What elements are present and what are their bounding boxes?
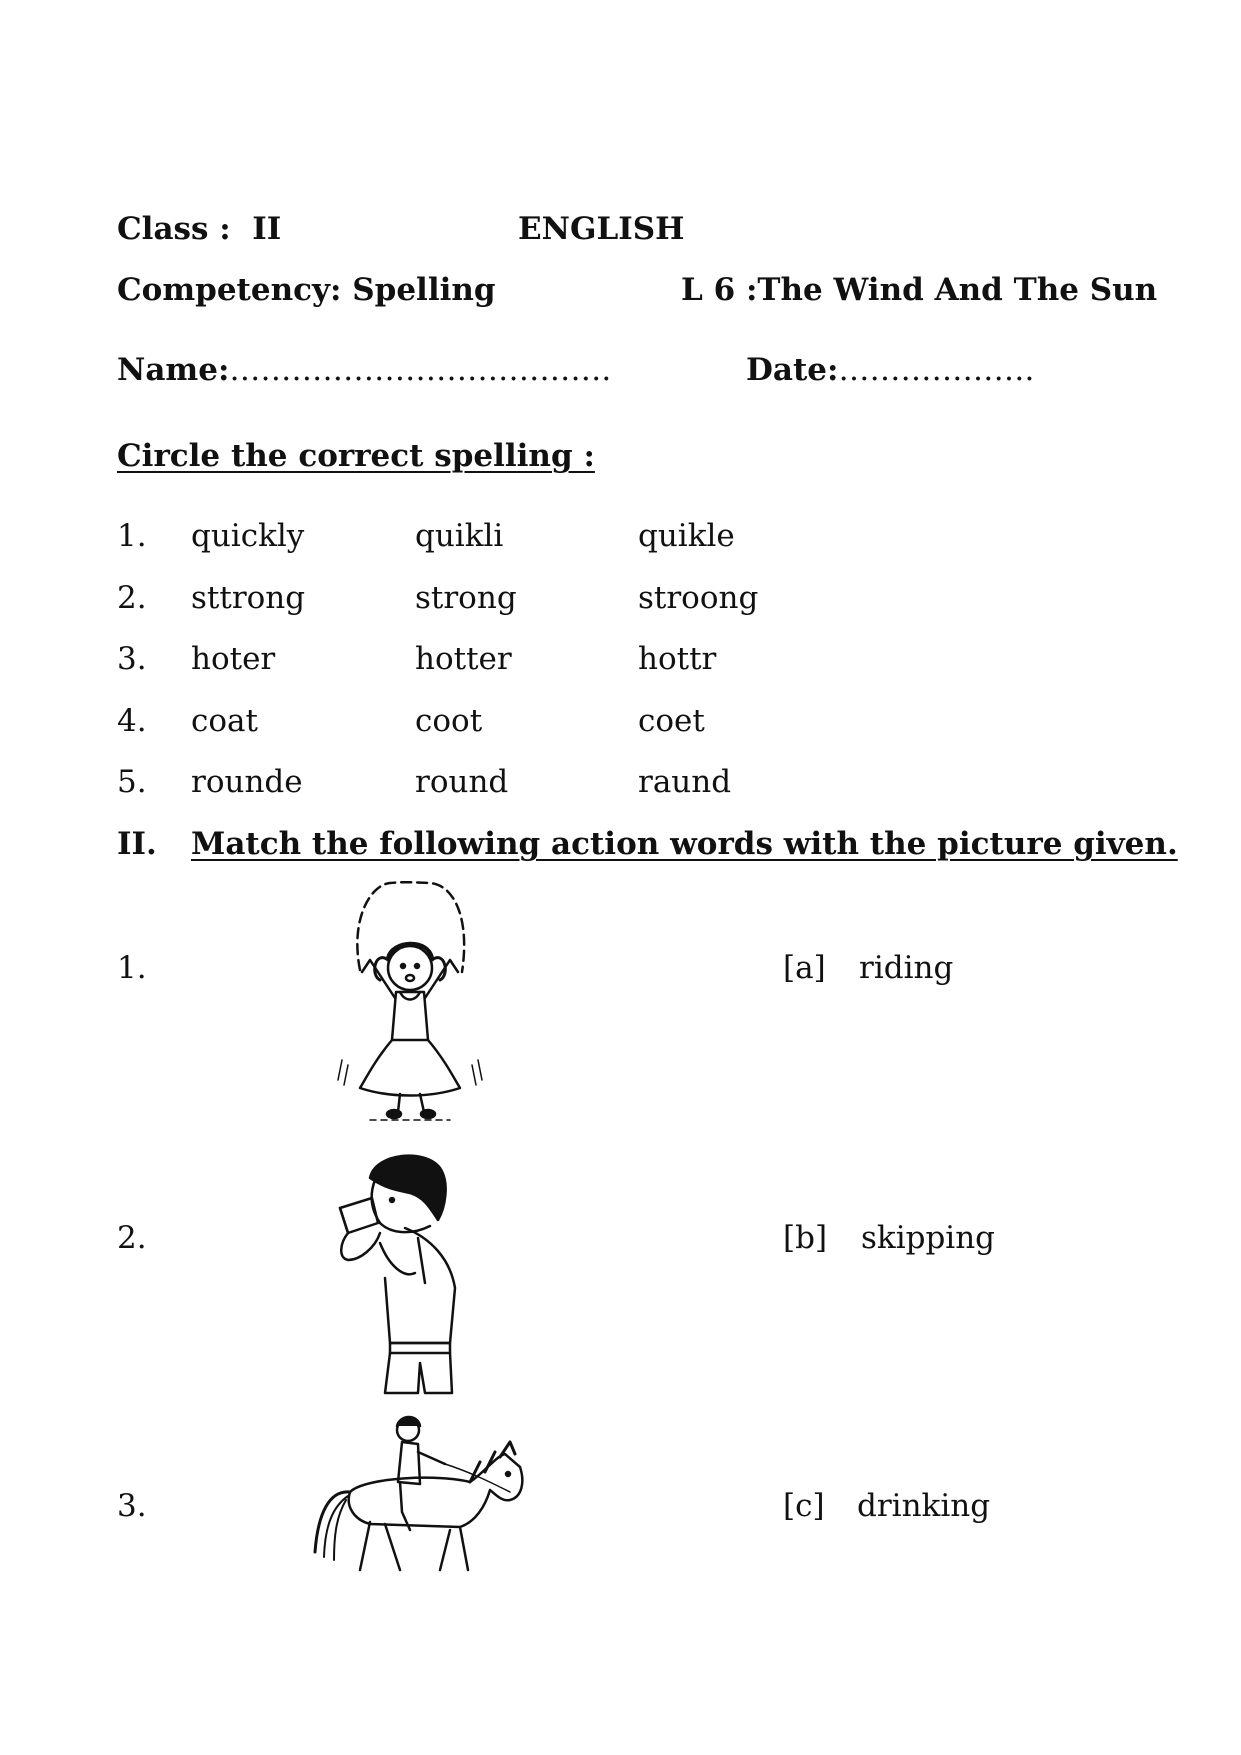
row-number: 5. <box>117 764 147 800</box>
spelling-option[interactable]: quikle <box>638 518 735 554</box>
section1-title: Circle the correct spelling : <box>117 438 595 474</box>
class-value: II <box>252 211 282 247</box>
spelling-option[interactable]: coot <box>415 703 483 739</box>
name-field[interactable] <box>117 352 611 388</box>
class-label: Class : II <box>117 211 282 247</box>
name-label: Name: <box>117 352 230 388</box>
match-number: 2. <box>117 1220 147 1256</box>
match-label: [c] <box>783 1488 825 1524</box>
match-number: 1. <box>117 950 147 986</box>
match-label: [a] <box>783 950 826 986</box>
match-word[interactable]: drinking <box>857 1488 991 1524</box>
boy-riding-horse-picture <box>310 1412 535 1577</box>
section2-title: Match the following action words with the picture given. <box>191 826 1178 862</box>
row-number: 2. <box>117 580 147 616</box>
spelling-option[interactable]: quickly <box>191 518 305 554</box>
match-word[interactable]: skipping <box>861 1220 996 1256</box>
row-number: 1. <box>117 518 147 554</box>
spelling-option[interactable]: hoter <box>191 641 276 677</box>
spelling-option[interactable]: coet <box>638 703 705 739</box>
date-label: Date: <box>746 352 839 388</box>
boy-drinking-picture <box>330 1148 470 1398</box>
name-dots: ………………………………. <box>229 352 612 388</box>
row-number: 3. <box>117 641 147 677</box>
spelling-option[interactable]: stroong <box>638 580 759 616</box>
match-word[interactable]: riding <box>859 950 954 986</box>
subject-title: ENGLISH <box>518 211 685 247</box>
match-label: [b] <box>783 1220 828 1256</box>
section2-numeral: II. <box>117 826 157 862</box>
spelling-option[interactable]: hotter <box>415 641 512 677</box>
row-number: 4. <box>117 703 147 739</box>
spelling-option[interactable]: quikli <box>415 518 504 554</box>
girl-skipping-rope-picture <box>330 880 490 1125</box>
lesson-title: L 6 :The Wind And The Sun <box>681 272 1158 308</box>
spelling-option[interactable]: coat <box>191 703 258 739</box>
spelling-option[interactable]: rounde <box>191 764 303 800</box>
match-number: 3. <box>117 1488 147 1524</box>
competency-label: Competency: Spelling <box>117 272 496 308</box>
date-dots: ………………. <box>838 352 1035 388</box>
date-field[interactable] <box>746 352 1034 388</box>
spelling-option[interactable]: hottr <box>638 641 717 677</box>
spelling-option[interactable]: round <box>415 764 509 800</box>
spelling-option[interactable]: raund <box>638 764 732 800</box>
spelling-option[interactable]: strong <box>415 580 517 616</box>
spelling-option[interactable]: sttrong <box>191 580 306 616</box>
